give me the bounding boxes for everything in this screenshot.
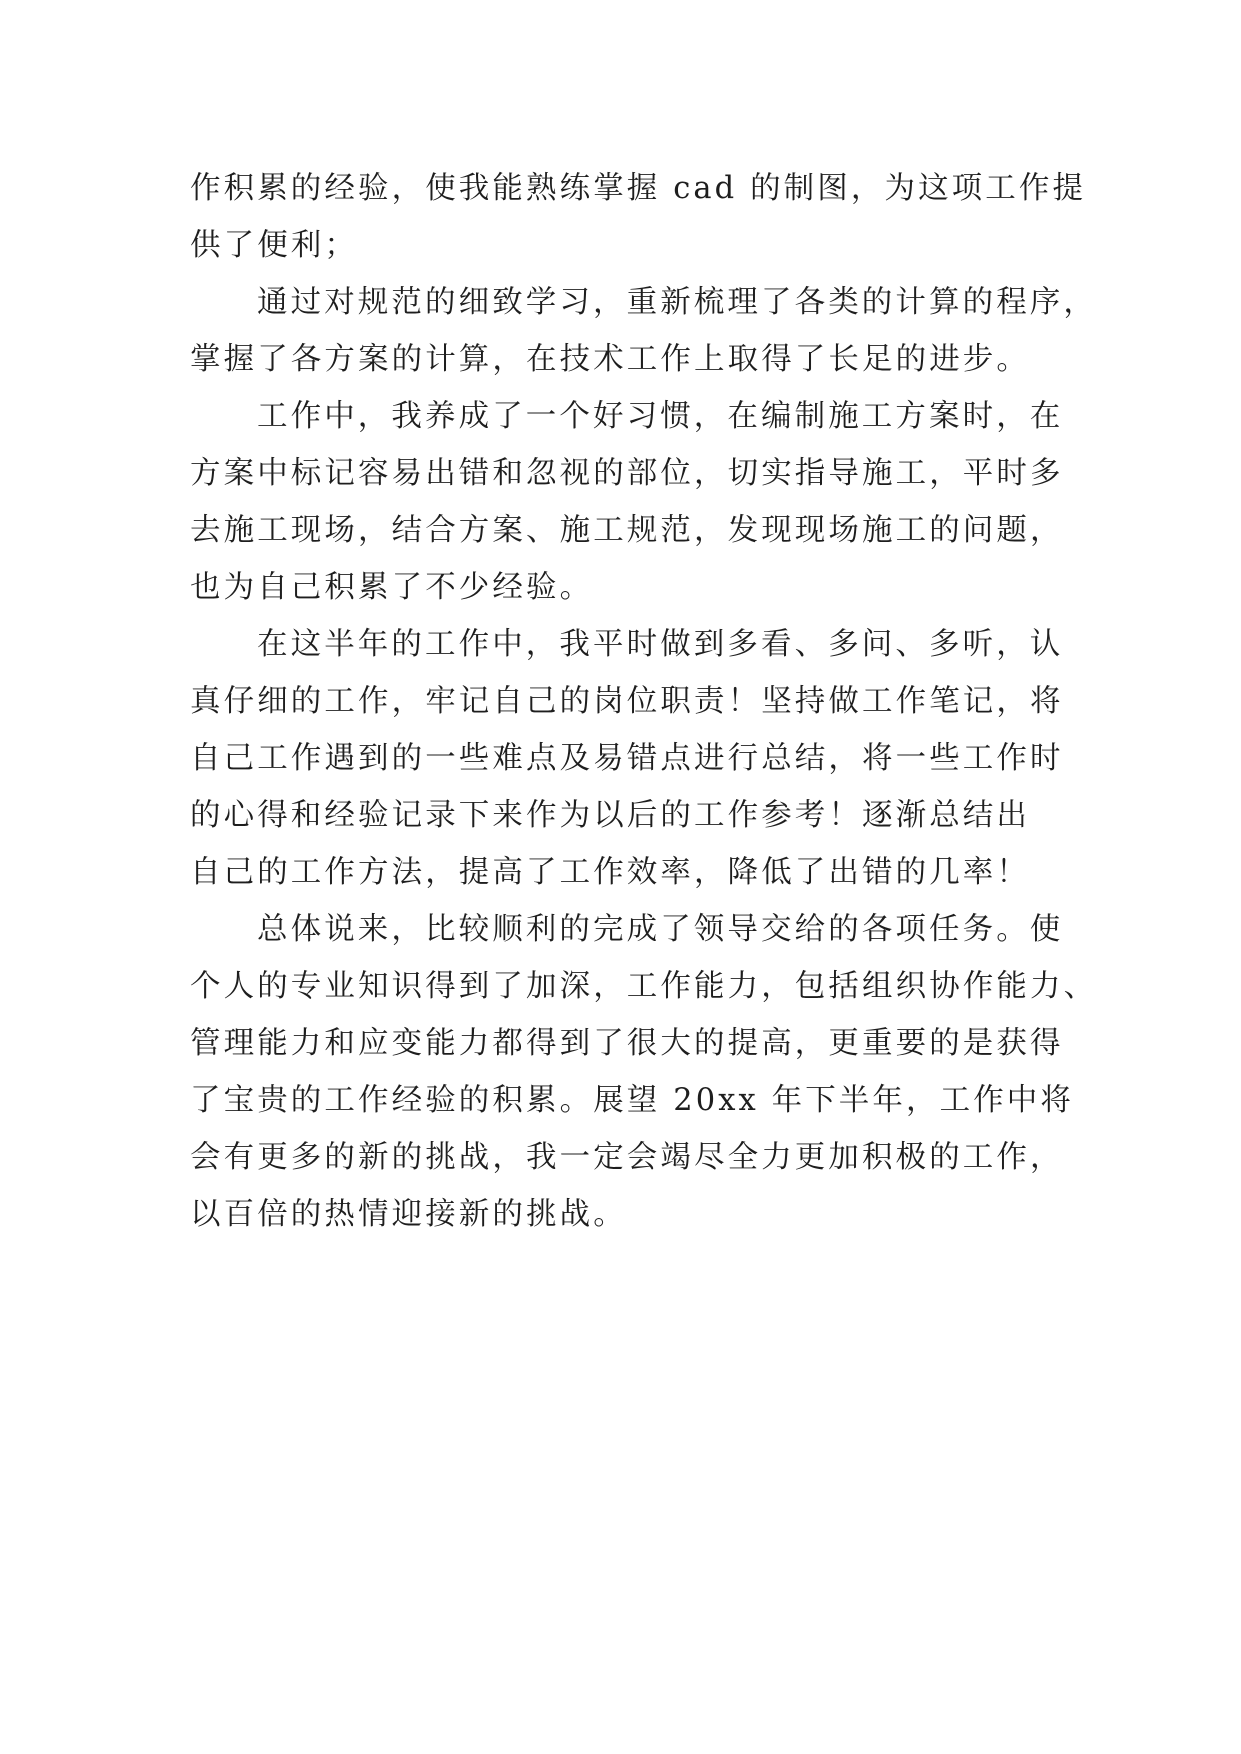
text-line: 供了便利； <box>190 228 358 263</box>
text-line: 掌握了各方案的计算，在技术工作上取得了长足的进步。 <box>190 342 1030 377</box>
text-line: 也为自己积累了不少经验。 <box>190 570 594 605</box>
paragraph-start-line: 总体说来，比较顺利的完成了领导交给的各项任务。使 <box>257 912 1064 947</box>
paragraph-start-line: 在这半年的工作中，我平时做到多看、多问、多听，认 <box>257 627 1064 662</box>
text-line: 作积累的经验，使我能熟练掌握 cad 的制图，为这项工作提 <box>190 171 1087 206</box>
text-line: 了宝贵的工作经验的积累。展望 20xx 年下半年，工作中将 <box>190 1083 1075 1118</box>
paragraph-start-line: 通过对规范的细致学习，重新梳理了各类的计算的程序， <box>257 285 1097 320</box>
text-line: 的心得和经验记录下来作为以后的工作参考！逐渐总结出 <box>190 798 1030 833</box>
text-line: 自己的工作方法，提高了工作效率，降低了出错的几率！ <box>190 855 1030 890</box>
text-line: 个人的专业知识得到了加深，工作能力，包括组织协作能力、 <box>190 969 1098 1004</box>
paragraph-start-line: 工作中，我养成了一个好习惯，在编制施工方案时，在 <box>257 399 1064 434</box>
text-line: 会有更多的新的挑战，我一定会竭尽全力更加积极的工作， <box>190 1140 1064 1175</box>
text-line: 以百倍的热情迎接新的挑战。 <box>190 1197 627 1232</box>
text-line: 去施工现场，结合方案、施工规范，发现现场施工的问题， <box>190 513 1064 548</box>
text-line: 管理能力和应变能力都得到了很大的提高，更重要的是获得 <box>190 1026 1064 1061</box>
text-line: 自己工作遇到的一些难点及易错点进行总结，将一些工作时 <box>190 741 1064 776</box>
text-line: 方案中标记容易出错和忽视的部位，切实指导施工，平时多 <box>190 456 1064 491</box>
body-text <box>190 160 1098 1243</box>
text-line: 真仔细的工作，牢记自己的岗位职责！坚持做工作笔记，将 <box>190 684 1064 719</box>
